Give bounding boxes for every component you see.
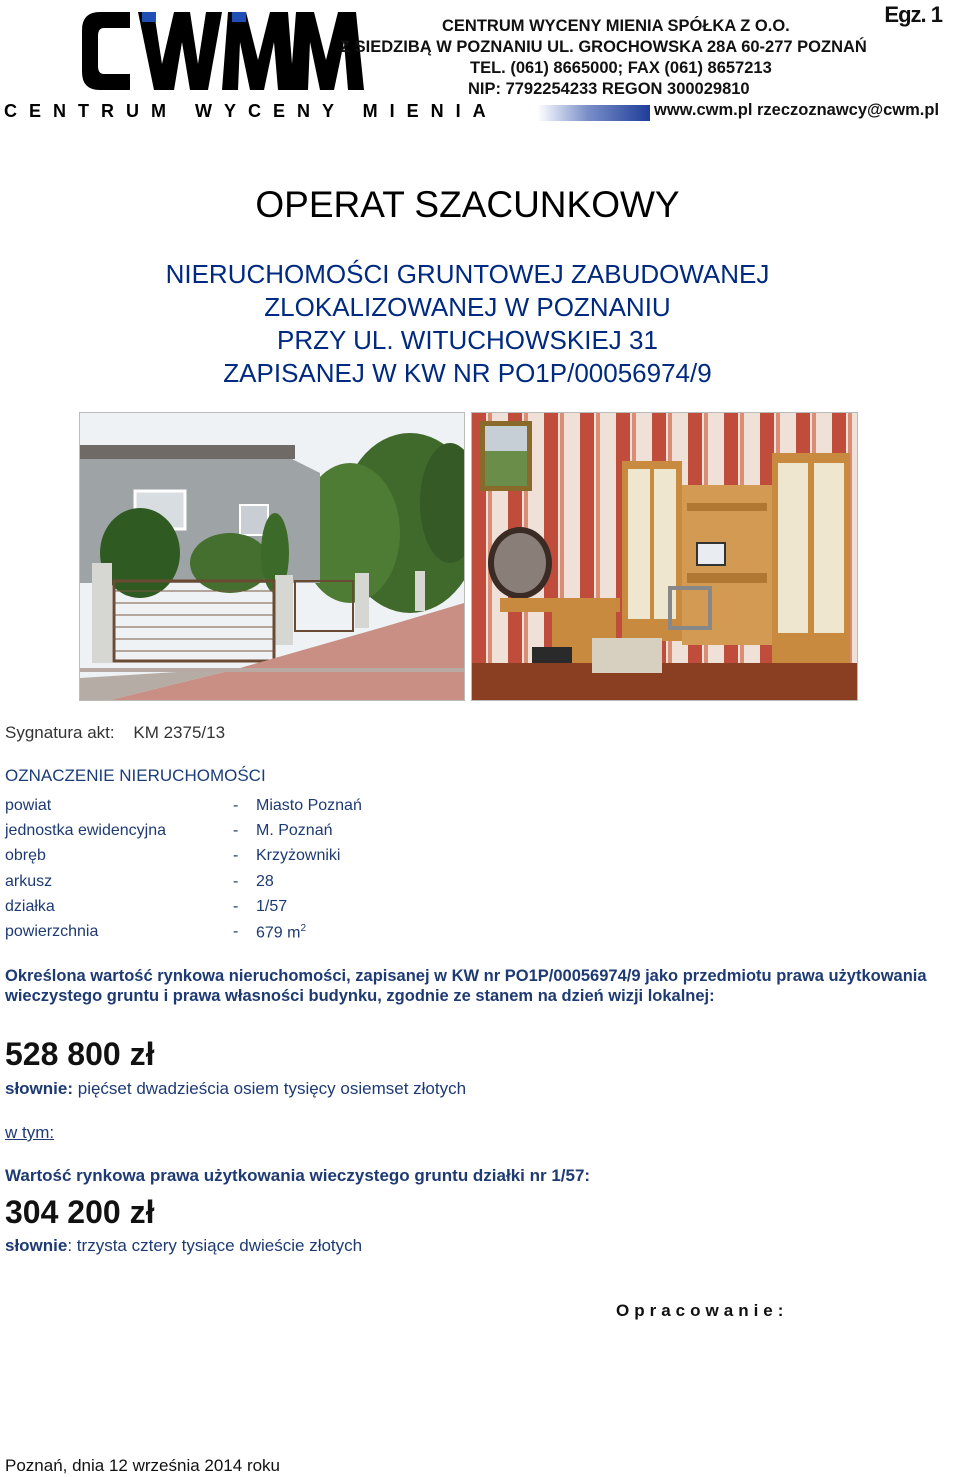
words-label: słownie xyxy=(5,1236,68,1255)
brand-name: CENTRUM WYCENY MIENIA xyxy=(4,101,498,121)
company-logo xyxy=(82,8,372,94)
words-value: pięćset dwadzieścia osiem tysięcy osiemset złotych xyxy=(73,1079,467,1098)
document-title: OPERAT SZACUNKOWY xyxy=(255,184,680,225)
company-address: Z SIEDZIBĄ W POZNANIU UL. GROCHOWSKA 28A 60-277 POZNAŃ xyxy=(340,38,867,56)
row-dash: - xyxy=(233,847,239,864)
land-value-amount: 304 200 zł xyxy=(5,1194,155,1230)
row-value: M. Poznań xyxy=(256,822,333,839)
row-dash: - xyxy=(233,923,239,940)
subtitle-line: PRZY UL. WITUCHOWSKIEJ 31 xyxy=(277,325,658,355)
signature-value: KM 2375/13 xyxy=(133,723,226,742)
row-value: Miasto Poznań xyxy=(256,797,362,814)
company-info xyxy=(340,16,940,121)
words-value: : trzysta cztery tysiące dwieście złotych xyxy=(67,1236,363,1255)
row-dash: - xyxy=(233,898,239,915)
row-label: obręb xyxy=(5,847,46,864)
valuation-statement: Określona wartość rynkowa nieruchomości, zapisanej w KW nr PO1P/00056974/9 jako przedmiotu prawa użytkowania wieczystego gruntu i prawa własności budynku, zgodnie ze stanem na dzień wizji lokalnej: xyxy=(5,967,927,1005)
company-tax-ids: NIP: 7792254233 REGON 300029810 xyxy=(468,80,750,98)
row-label: powiat xyxy=(5,797,52,814)
row-dash: - xyxy=(233,797,239,814)
copy-label: Egz. 1 xyxy=(884,2,942,27)
land-value-in-words xyxy=(5,1236,362,1256)
row-value: 1/57 xyxy=(256,898,288,915)
row-value: 28 xyxy=(256,873,274,890)
subtitle-line: NIERUCHOMOŚCI GRUNTOWEJ ZABUDOWANEJ xyxy=(165,259,770,289)
words-label: słownie: xyxy=(5,1079,74,1098)
row-value xyxy=(256,923,306,942)
row-label: powierzchnia xyxy=(5,923,99,940)
row-dash: - xyxy=(233,822,239,839)
company-phone: TEL. (061) 8665000; FAX (061) 8657213 xyxy=(470,59,772,77)
row-label: arkusz xyxy=(5,873,53,890)
signature-label: Sygnatura akt: xyxy=(5,723,115,742)
document-subtitle xyxy=(0,258,935,390)
room-photo xyxy=(471,412,858,701)
row-label: jednostka ewidencyjna xyxy=(5,822,166,839)
land-value-heading: Wartość rynkowa prawa użytkowania wieczystego gruntu działki nr 1/57: xyxy=(5,1166,591,1185)
row-value: Krzyżowniki xyxy=(256,847,341,864)
row-label: działka xyxy=(5,898,55,915)
company-name: CENTRUM WYCENY MIENIA SPÓŁKA Z O.O. xyxy=(442,17,790,35)
prepared-by-label: Opracowanie: xyxy=(616,1301,789,1320)
designation-heading: OZNACZENIE NIERUCHOMOŚCI xyxy=(5,766,266,785)
place-and-date: Poznań, dnia 12 września 2014 roku xyxy=(5,1456,281,1475)
total-value-amount: 528 800 zł xyxy=(5,1036,155,1072)
case-signature xyxy=(5,723,239,743)
subtitle-line: ZAPISANEJ W KW NR PO1P/00056974/9 xyxy=(223,358,712,388)
company-web-email: www.cwm.pl rzeczoznawcy@cwm.pl xyxy=(654,101,940,119)
area-value: 679 m xyxy=(256,924,301,942)
house-photo xyxy=(79,412,465,701)
in-which-label: w tym: xyxy=(5,1123,55,1142)
area-superscript: 2 xyxy=(300,923,307,934)
row-dash: - xyxy=(233,873,239,890)
total-value-in-words xyxy=(5,1079,466,1099)
subtitle-line: ZLOKALIZOWANEJ W POZNANIU xyxy=(264,292,671,322)
